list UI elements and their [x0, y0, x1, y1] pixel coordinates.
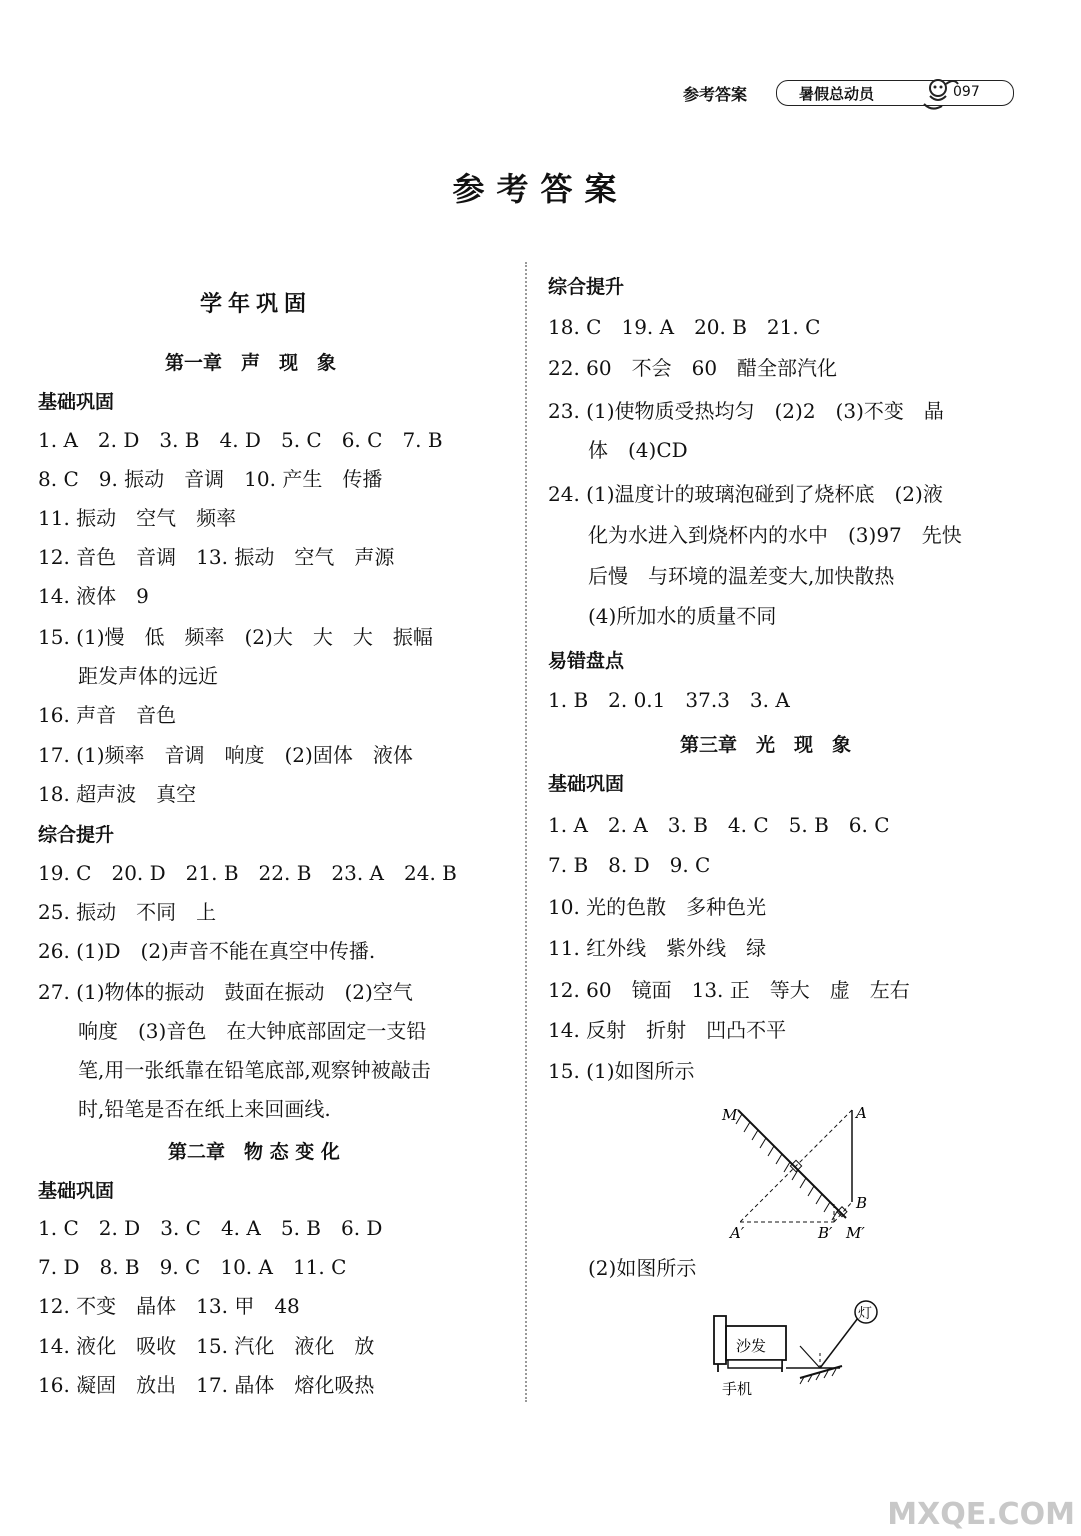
- answer-line: 16. 声音 音色: [38, 703, 177, 727]
- chapter-2-title: 第二章 物 态 变 化: [168, 1141, 340, 1163]
- column-divider: [525, 262, 527, 1402]
- answer-line: 16. 凝固 放出 17. 晶体 熔化吸热: [38, 1373, 375, 1397]
- answer-line: 1. B 2. 0.1 37.3 3. A: [548, 688, 790, 712]
- answer-line: 27. (1)物体的振动 鼓面在振动 (2)空气: [38, 980, 413, 1004]
- answer-line: 12. 60 镜面 13. 正 等大 虚 左右: [548, 978, 910, 1002]
- answer-line: 12. 不变 晶体 13. 甲 48: [38, 1294, 300, 1318]
- lamp-label: 灯: [858, 1306, 872, 1322]
- answer-line: 7. D 8. B 9. C 10. A 11. C: [38, 1255, 347, 1279]
- mascot-icon: [918, 74, 962, 114]
- answer-line: 1. C 2. D 3. C 4. A 5. B 6. D: [38, 1216, 383, 1240]
- header-section-label: 参考答案: [683, 85, 748, 104]
- label-B-prime: B′: [818, 1224, 833, 1242]
- answer-line: 14. 液化 吸收 15. 汽化 液化 放: [38, 1334, 375, 1358]
- chapter-3-title: 第三章 光 现 象: [680, 734, 852, 756]
- answer-line: 22. 60 不会 60 醋全部汽化: [548, 356, 838, 380]
- answer-line: 距发声体的远近: [58, 664, 218, 688]
- answer-line: 化为水进入到烧杯内的水中 (3)97 先快: [568, 523, 962, 547]
- answer-line: 1. A 2. D 3. B 4. D 5. C 6. C 7. B: [38, 428, 443, 452]
- answer-line: 10. 光的色散 多种色光: [548, 895, 767, 919]
- answer-line: (4)所加水的质量不同: [568, 604, 777, 628]
- label-M: M: [722, 1106, 738, 1124]
- header-series-box: [776, 80, 1014, 106]
- answer-line: 15. (1)慢 低 频率 (2)大 大 大 振幅: [38, 625, 433, 649]
- answer-line: 1. A 2. A 3. B 4. C 5. B 6. C: [548, 813, 890, 837]
- subhead-comp-2: 综合提升: [548, 276, 625, 298]
- answer-line: 23. (1)使物质受热均匀 (2)2 (3)不变 晶: [548, 399, 944, 423]
- answer-line: 25. 振动 不同 上: [38, 900, 217, 924]
- answer-line: 体 (4)CD: [568, 438, 688, 462]
- page-title: 参考答案: [452, 170, 629, 208]
- answer-line: 时,铅笔是否在纸上来回画线.: [58, 1097, 331, 1121]
- answer-line: 26. (1)D (2)声音不能在真空中传播.: [38, 939, 376, 963]
- answer-line: 14. 反射 折射 凹凸不平: [548, 1018, 787, 1042]
- label-B: B: [856, 1194, 868, 1212]
- answer-line: 11. 红外线 紫外线 绿: [548, 936, 767, 960]
- subhead-error-review: 易错盘点: [548, 650, 625, 672]
- sofa-label: 沙发: [736, 1337, 767, 1355]
- mirror-reflection-figure: [718, 1098, 878, 1248]
- answer-line: 18. 超声波 真空: [38, 782, 197, 806]
- subhead-basic-2: 基础巩固: [38, 1180, 115, 1202]
- answer-line: 18. C 19. A 20. B 21. C: [548, 315, 821, 339]
- label-A-prime: A′: [730, 1224, 745, 1242]
- section-title: 学年巩固: [200, 292, 313, 317]
- page-number: 097: [953, 84, 980, 100]
- answer-line: 8. C 9. 振动 音调 10. 产生 传播: [38, 467, 383, 491]
- label-M-prime: M′: [846, 1224, 865, 1242]
- answer-line: 后慢 与环境的温差变大,加快散热: [568, 564, 895, 588]
- answer-line: 11. 振动 空气 频率: [38, 506, 237, 530]
- answer-line: 15. (1)如图所示: [548, 1059, 695, 1083]
- answer-line: 24. (1)温度计的玻璃泡碰到了烧杯底 (2)液: [548, 482, 943, 506]
- chapter-1-title: 第一章 声 现 象: [165, 352, 337, 374]
- subhead-basic-3: 基础巩固: [548, 773, 625, 795]
- label-A: A: [856, 1104, 867, 1122]
- phone-label: 手机: [722, 1380, 753, 1398]
- header-series-label: 暑假总动员: [799, 85, 875, 103]
- answer-line: 笔,用一张纸靠在铅笔底部,观察钟被敲击: [58, 1058, 431, 1082]
- answer-line: (2)如图所示: [568, 1256, 697, 1280]
- subhead-comp-1: 综合提升: [38, 824, 115, 846]
- sofa-phone-figure: [700, 1296, 900, 1406]
- subhead-basic-1: 基础巩固: [38, 391, 115, 413]
- answer-line: 响度 (3)音色 在大钟底部固定一支铅: [58, 1019, 427, 1043]
- answer-line: 14. 液体 9: [38, 584, 149, 608]
- answer-line: 12. 音色 音调 13. 振动 空气 声源: [38, 545, 395, 569]
- answer-line: 7. B 8. D 9. C: [548, 853, 711, 877]
- answer-line: 19. C 20. D 21. B 22. B 23. A 24. B: [38, 861, 457, 885]
- watermark: MXQE.COM: [887, 1497, 1075, 1532]
- answer-line: 17. (1)频率 音调 响度 (2)固体 液体: [38, 743, 413, 767]
